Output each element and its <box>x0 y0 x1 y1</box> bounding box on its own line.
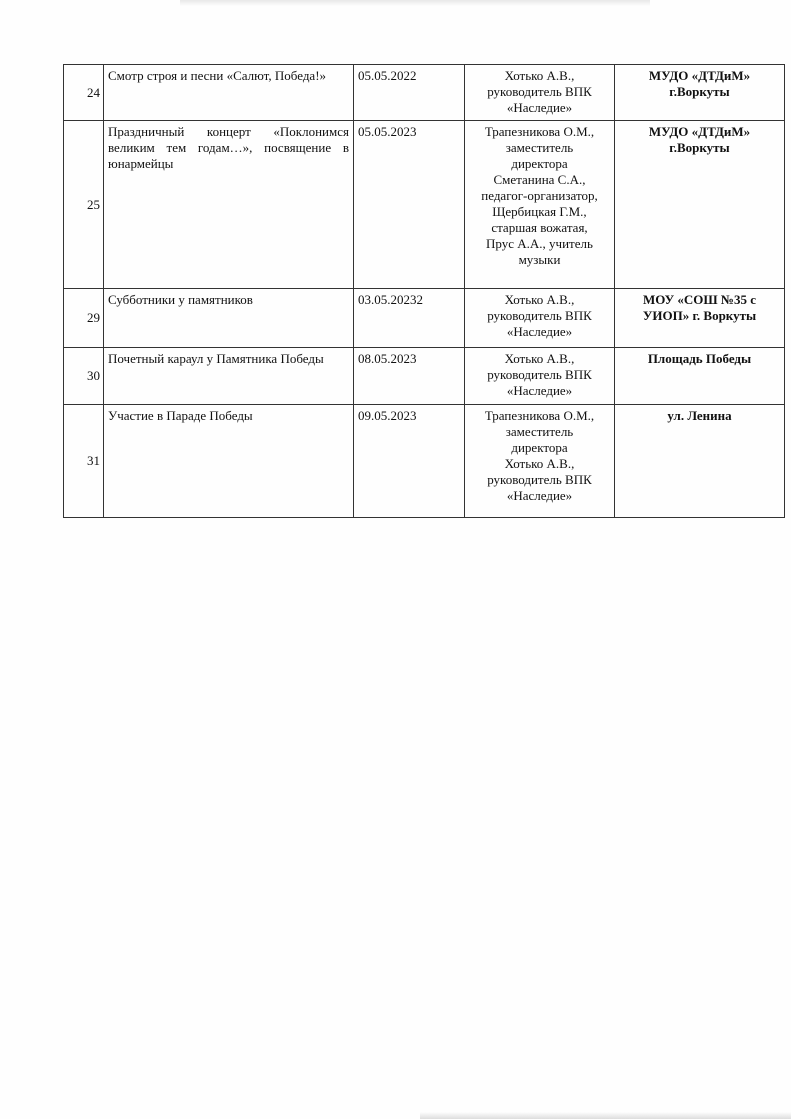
row-number <box>64 348 104 405</box>
responsible-cell <box>465 348 615 405</box>
date-text: 05.05.2023 <box>358 124 417 139</box>
scan-shadow-bottom <box>420 1112 791 1119</box>
date-cell <box>354 289 465 348</box>
row-number <box>64 405 104 518</box>
scan-shadow-top <box>180 0 650 6</box>
place-cell <box>615 121 785 289</box>
responsible-cell <box>465 289 615 348</box>
table-row <box>64 348 785 405</box>
row-number-text: 24 <box>87 84 100 100</box>
event-text: Почетный караул у Памятника Победы <box>108 351 324 366</box>
event-cell <box>104 121 354 289</box>
table-row <box>64 121 785 289</box>
place-cell <box>615 405 785 518</box>
table-row <box>64 289 785 348</box>
responsible-text: Хотько А.В., руководитель ВПК «Наследие» <box>487 351 592 398</box>
events-table <box>63 64 785 518</box>
date-cell <box>354 405 465 518</box>
responsible-text: Трапезникова О.М., заместитель директора Сметанина С.А., педагог-организатор, Щербицкая Г.М., старшая вожатая, Прус А.А., учитель музыки <box>481 124 598 267</box>
place-text: МУДО «ДТДиМ» г.Воркуты <box>648 68 751 99</box>
row-number-text: 29 <box>87 310 100 325</box>
date-text: 09.05.2023 <box>358 408 417 423</box>
responsible-cell <box>465 65 615 121</box>
event-cell <box>104 348 354 405</box>
table-row <box>64 405 785 518</box>
row-number-text: 25 <box>87 196 100 212</box>
date-text: 05.05.2022 <box>358 68 417 83</box>
table-row <box>64 65 785 121</box>
row-number <box>64 65 104 121</box>
responsible-cell <box>465 405 615 518</box>
row-number-text: 30 <box>87 368 100 383</box>
place-cell <box>615 289 785 348</box>
event-text: Смотр строя и песни «Салют, Победа!» <box>108 68 327 83</box>
place-cell <box>615 348 785 405</box>
row-number <box>64 289 104 348</box>
event-cell <box>104 405 354 518</box>
event-text: Праздничный концерт «Поклонимся великим тем годам…», посвящение в юнармейцы <box>108 124 349 171</box>
responsible-text: Хотько А.В., руководитель ВПК «Наследие» <box>487 68 592 115</box>
responsible-text: Трапезникова О.М., заместитель директора Хотько А.В., руководитель ВПК «Наследие» <box>484 408 595 503</box>
row-number <box>64 121 104 289</box>
place-cell <box>615 65 785 121</box>
date-text: 03.05.20232 <box>358 292 423 307</box>
responsible-cell <box>465 121 615 289</box>
place-text: МОУ «СОШ №35 с УИОП» г. Воркуты <box>642 292 757 323</box>
date-cell <box>354 348 465 405</box>
date-text: 08.05.2023 <box>358 351 417 366</box>
date-cell <box>354 65 465 121</box>
place-text: Площадь Победы <box>647 351 752 366</box>
row-number-text: 31 <box>87 453 100 468</box>
event-text: Субботники у памятников <box>108 292 253 307</box>
place-text: ул. Ленина <box>667 408 732 423</box>
place-text: МУДО «ДТДиМ» г.Воркуты <box>648 124 751 155</box>
event-text: Участие в Параде Победы <box>108 408 253 423</box>
event-cell <box>104 65 354 121</box>
date-cell <box>354 121 465 289</box>
event-cell <box>104 289 354 348</box>
responsible-text: Хотько А.В., руководитель ВПК «Наследие» <box>487 292 592 339</box>
